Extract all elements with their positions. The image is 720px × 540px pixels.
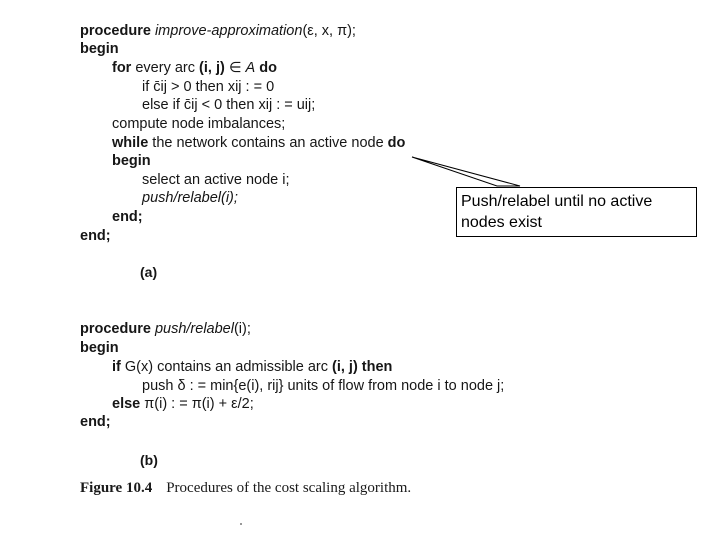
keyword-for: for xyxy=(112,60,132,76)
proc-a-select-line: select an active node i; xyxy=(142,172,290,188)
push-relabel-call: push/relabel(i); xyxy=(142,190,238,206)
proc-a-if-line: if c̄ij > 0 then xij : = 0 xyxy=(142,79,275,95)
keyword-then: then xyxy=(357,359,393,375)
set-A: A xyxy=(245,60,256,76)
keyword-begin: begin xyxy=(80,340,119,356)
procedure-name: push/relabel xyxy=(154,321,234,337)
keyword-begin: begin xyxy=(112,153,151,169)
text: π(i) : = π(i) + ε/2; xyxy=(140,396,254,412)
proc-b-push-line: push δ : = min{e(i), rij} units of flow from node i to node j; xyxy=(142,378,505,394)
figure-part-label-a: (a) xyxy=(140,264,158,280)
keyword-procedure: procedure xyxy=(80,321,151,337)
keyword-begin: begin xyxy=(80,41,119,57)
procedure-args: (ε, x, π); xyxy=(302,23,356,39)
text: ∈ xyxy=(224,60,246,76)
callout-text: Push/relabel until no active nodes exist xyxy=(461,193,653,231)
figure-part-label-b: (b) xyxy=(140,452,158,468)
keyword-do: do xyxy=(387,135,406,151)
callout-box xyxy=(456,187,697,237)
keyword-while: while xyxy=(112,135,149,151)
arc: (i, j) xyxy=(332,359,358,375)
text: every arc xyxy=(131,60,200,76)
procedure-args: (i); xyxy=(233,321,251,337)
text: the network contains an active node xyxy=(148,135,388,151)
keyword-end: end; xyxy=(112,209,143,225)
stray-mark xyxy=(240,523,242,525)
text: G(x) contains an admissible arc xyxy=(120,359,332,375)
arc: (i, j) xyxy=(199,60,225,76)
keyword-end: end; xyxy=(80,414,111,430)
figure-number: Figure 10.4 xyxy=(80,480,153,496)
keyword-end: end; xyxy=(80,228,111,244)
keyword-if: if xyxy=(112,359,121,375)
proc-a-compute-line: compute node imbalances; xyxy=(112,116,286,132)
proc-a-else-if-line: else if c̄ij < 0 then xij : = uij; xyxy=(142,97,316,113)
procedure-name: improve-approximation xyxy=(154,23,303,39)
keyword-do: do xyxy=(255,60,277,76)
keyword-else: else xyxy=(112,396,141,412)
keyword-procedure: procedure xyxy=(80,23,151,39)
figure-caption-text: Procedures of the cost scaling algorithm. xyxy=(166,480,412,496)
